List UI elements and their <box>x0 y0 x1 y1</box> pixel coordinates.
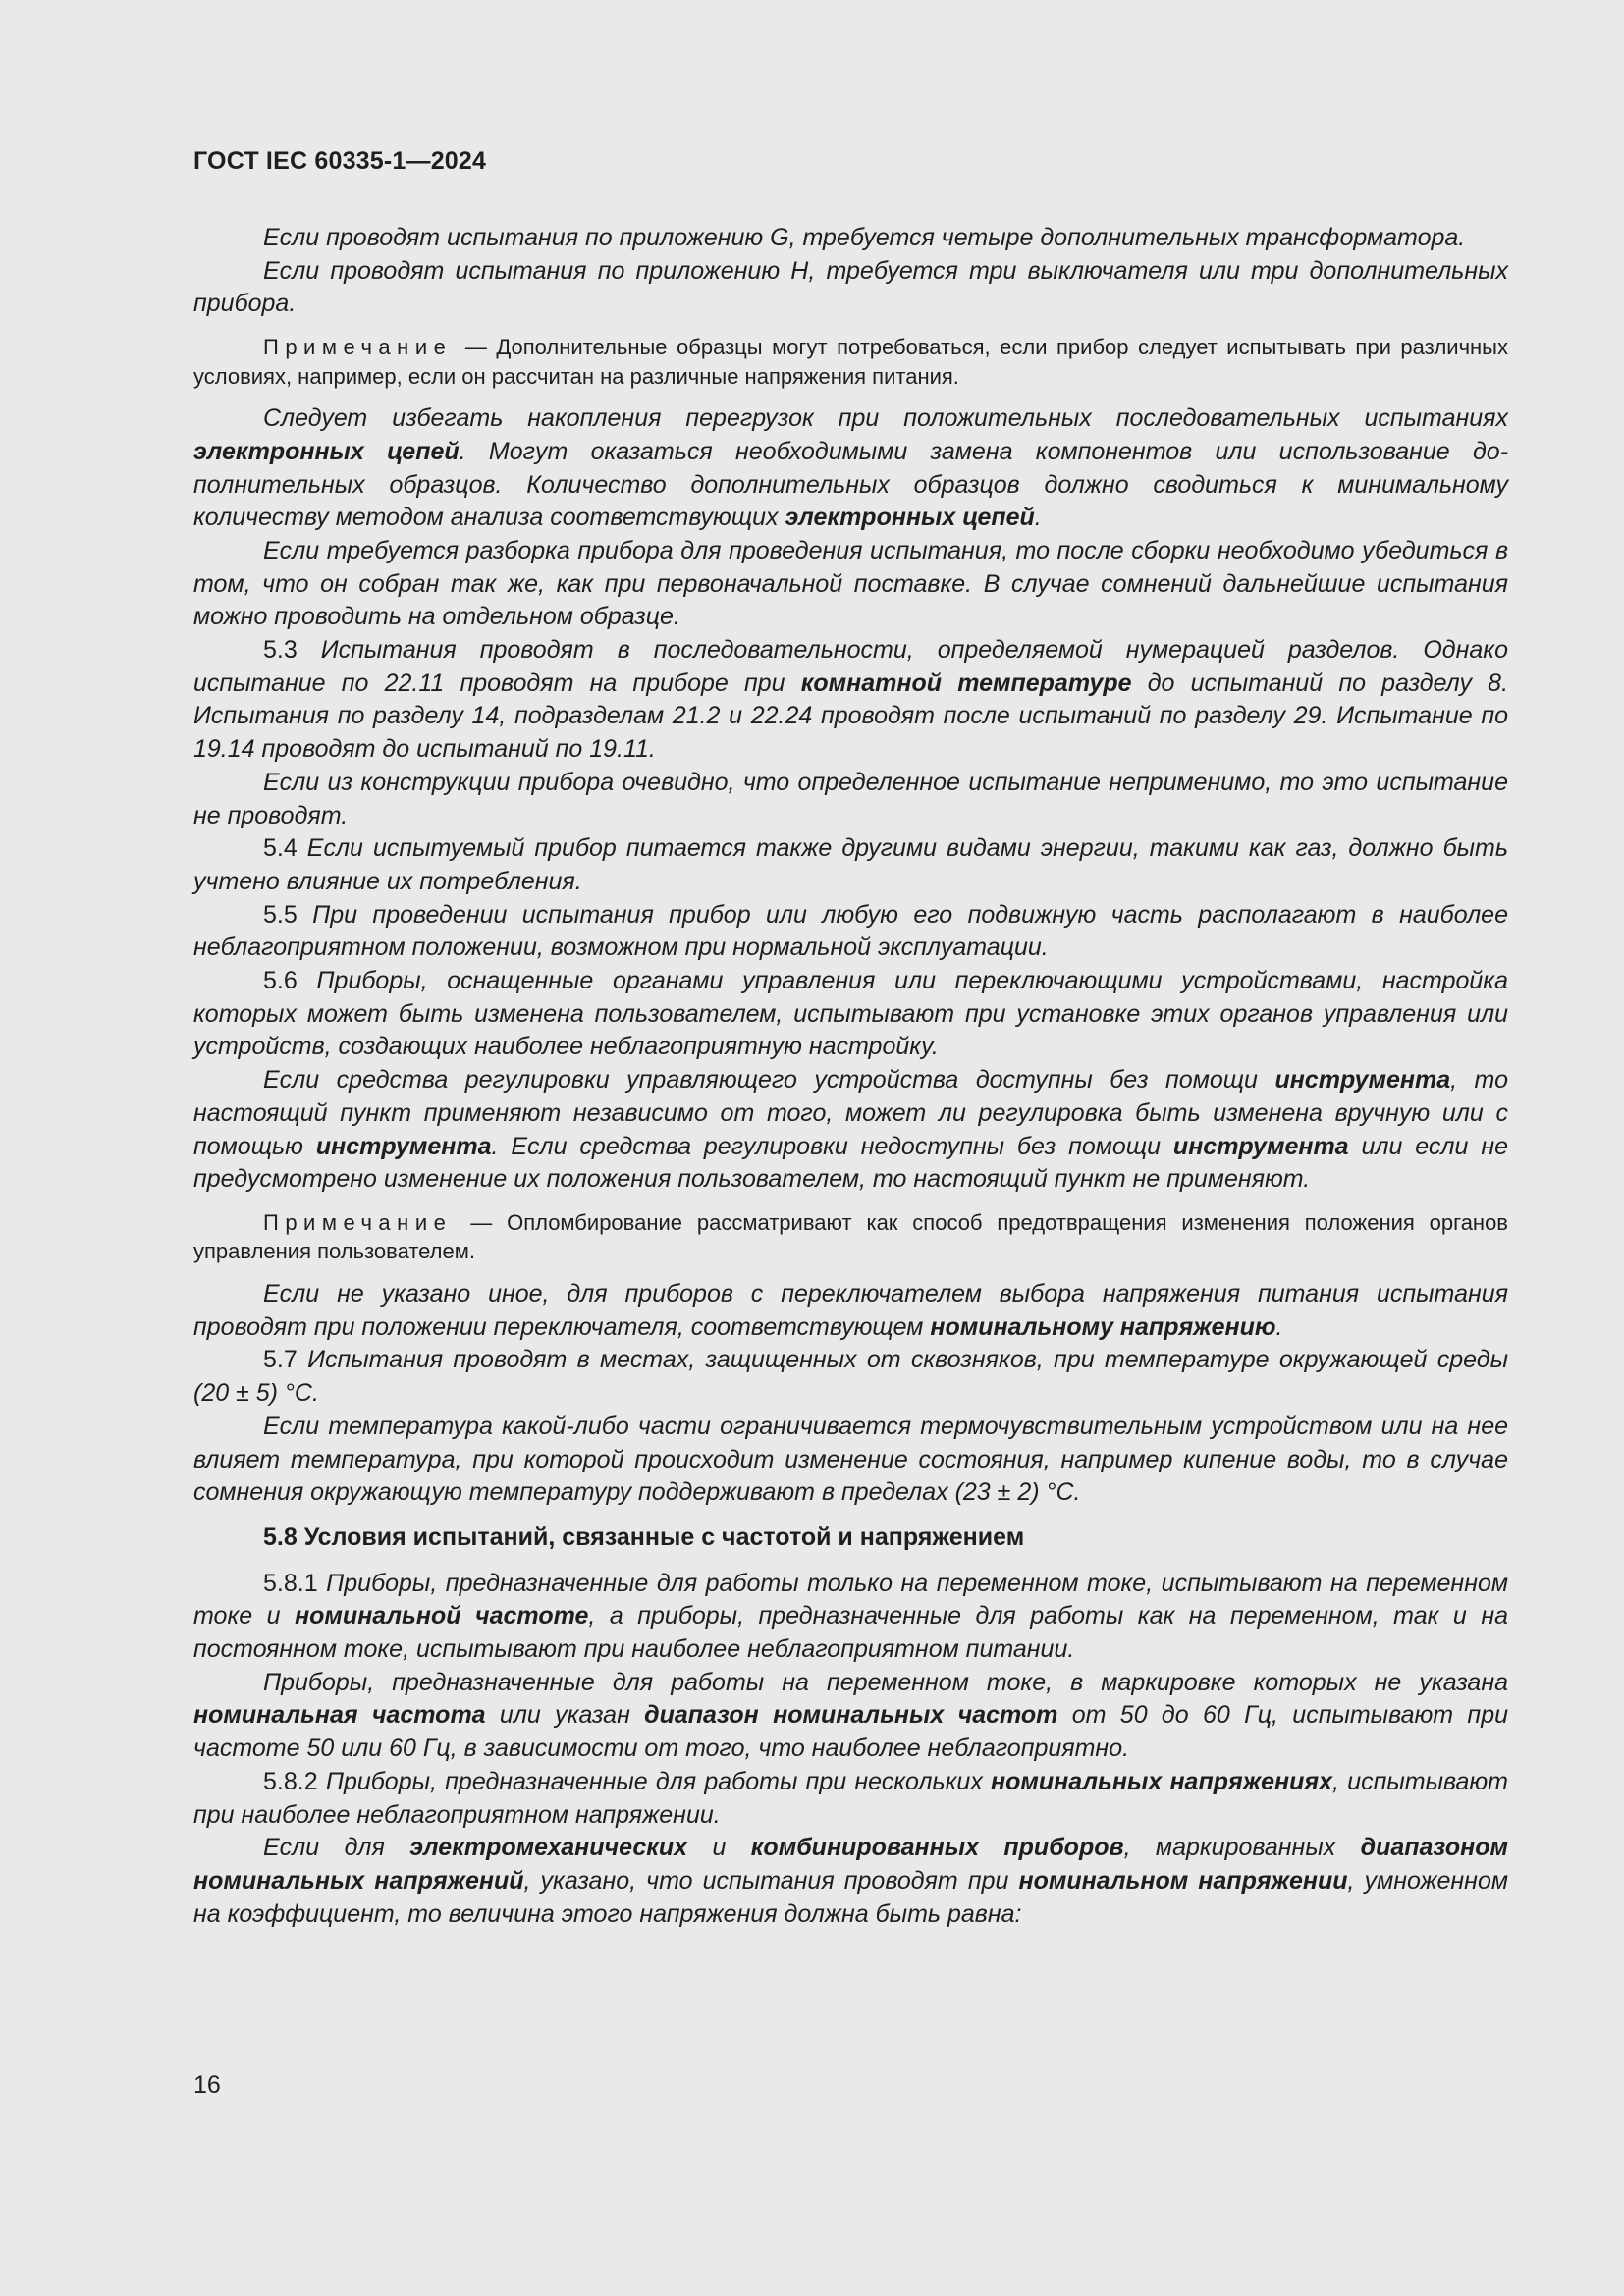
clause-number: 5.5 <box>263 900 298 929</box>
note <box>193 1208 1508 1266</box>
defined-term: комбинированных приборов <box>750 1834 1124 1862</box>
text-run: Приборы, предназначенные для работы только на переменном токе, испытывают на переменном токе и <box>193 1569 1508 1630</box>
text-run: Следует избегать накопления перегрузок при положительных последовательных испытаниях <box>263 404 1508 433</box>
defined-term: диапазон номинальных частот <box>644 1701 1058 1730</box>
text-run: . Могут оказаться необходимыми замена компонентов или использование дополнительных образцов. Количество дополнительных образцов должно сводиться к минимальному количеству методом анализа соответствующих <box>193 437 1509 532</box>
defined-term: номинальная частота <box>193 1701 486 1730</box>
paragraph <box>193 402 1508 535</box>
text-run: , маркированных <box>1123 1834 1361 1862</box>
text-run: — Дополнительные образцы могут потребоваться, если прибор следует испытывать при различных условиях, например, если он рассчитан на различные напряжения питания. <box>193 335 1508 389</box>
note-label: Примечание <box>263 1209 453 1235</box>
text-run: . Если средства регулировки недоступны без помощи <box>491 1132 1173 1160</box>
text-run: Испытания проводят в местах, защищенных от сквозняков, при температуре окружающей среды (20 ± 5) °С. <box>193 1346 1508 1408</box>
clause-5-5 <box>193 899 1508 965</box>
paragraph <box>193 1411 1508 1510</box>
text-run: и <box>687 1834 751 1862</box>
text-run: , испытывают при наиболее неблагоприятном напряжении. <box>193 1767 1508 1829</box>
clause-number: 5.7 <box>263 1346 298 1374</box>
text-run: до испытаний по разделу 8. Испытания по разделу 14, подразделам 21.2 и 22.24 проводят после испытаний по разделу 29. Испытание по 19.14 проводят до испытаний по 19.11. <box>193 668 1509 764</box>
document-header: ГОСТ IEC 60335-1—2024 <box>193 147 487 175</box>
note <box>193 333 1508 391</box>
text-run: Приборы, предназначенные для работы на переменном токе, в маркировке которых не указана <box>263 1668 1508 1696</box>
defined-term: номинальному напряжению <box>930 1312 1276 1341</box>
paragraph <box>193 222 1508 255</box>
text-run: Если не указано иное, для приборов с переключателем выбора напряжения питания испытания проводят при положении переключателя, соответствующем <box>193 1279 1508 1341</box>
text-run: . <box>1034 504 1042 532</box>
text-run: Если температура какой-либо части ограничивается термочувствительным устройством или на нее влияет температура, при которой происходит изменение состояния, например кипение воды, то в случае сомнения окружающую температуру поддерживают в пределах (23 ± 2) °С. <box>193 1412 1508 1507</box>
text-run: Если испытуемый прибор питается также другими видами энергии, такими как газ, должно быть учтено влияние их потребления. <box>193 834 1508 895</box>
clause-number: 5.4 <box>263 834 298 863</box>
defined-term: номинальной частоте <box>295 1602 589 1630</box>
text-run: . <box>1275 1312 1283 1341</box>
note-label: Примечание <box>263 335 453 360</box>
clause-5-7 <box>193 1344 1508 1410</box>
text-run: или если не предусмотрено изменение их положения пользователем, то настоящий пункт не применяют. <box>193 1132 1508 1194</box>
clause-5-8-1 <box>193 1568 1508 1667</box>
text-run: При проведении испытания прибор или любую его подвижную часть располагают в наиболее неблагоприятном положении, возможном при нормальной эксплуатации. <box>193 900 1508 962</box>
paragraph <box>193 1064 1508 1197</box>
clause-5-4 <box>193 832 1508 898</box>
text-run: Если проводят испытания по приложению H, требуется три выключателя или три дополнительных прибора. <box>193 256 1508 318</box>
defined-term: электронных цепей <box>193 437 460 465</box>
text-run: — Опломбирование рассматривают как способ предотвращения изменения положения органов управления пользователем. <box>193 1209 1508 1264</box>
defined-term: электромеханических <box>409 1834 688 1862</box>
clause-number: 5.8.2 <box>263 1767 318 1795</box>
text-run: Если проводят испытания по приложению G, требуется четыре дополнительных трансформатора. <box>263 224 1466 251</box>
paragraph <box>193 1667 1508 1766</box>
defined-term: комнатной температуре <box>800 668 1132 697</box>
text-run: Приборы, предназначенные для работы при нескольких <box>317 1767 992 1795</box>
text-run: , а приборы, предназначенные для работы как на переменном, так и на постоянном токе, испытывают при наиболее неблагоприятном питании. <box>193 1602 1508 1664</box>
paragraph <box>193 1278 1508 1344</box>
defined-term: номинальном напряжении <box>1018 1866 1348 1895</box>
paragraph <box>193 767 1508 832</box>
text-run: , то настоящий пункт применяют независимо от того, может ли регулировка быть изменена вручную или с помощью <box>193 1066 1509 1160</box>
section-heading <box>193 1522 1508 1555</box>
clause-5-3 <box>193 634 1508 767</box>
defined-term: инструмента <box>1172 1132 1349 1160</box>
clause-number: 5.3 <box>263 636 298 665</box>
clause-5-6 <box>193 965 1508 1064</box>
defined-term: диапазоном номинальных напряжений <box>193 1834 1508 1895</box>
text-run: Испытания проводят в последовательности, определяемой нумерацией разделов. Однако испытание по 22.11 проводят на приборе при <box>193 636 1508 697</box>
defined-term: инструмента <box>315 1132 492 1160</box>
text-run: , умноженном на коэффициент, то величина этого напряжения должна быть равна: <box>193 1866 1508 1928</box>
heading-text: 5.8 Условия испытаний, связанные с частотой и напряжением <box>263 1522 1025 1551</box>
text-run: Если средства регулировки управляющего устройства доступны без помощи <box>263 1066 1275 1095</box>
text-run: или указан <box>485 1701 645 1730</box>
text-run: Если требуется разборка прибора для проведения испытания, то после сборки необходимо убедиться в том, что он собран так же, как при первоначальной поставке. В случае сомнений дальнейшие испытания можно проводить на отдельном образце. <box>193 536 1508 631</box>
clause-number: 5.6 <box>263 967 298 995</box>
text-run: Если для <box>263 1834 410 1862</box>
paragraph <box>193 535 1508 634</box>
text-run: Если из конструкции прибора очевидно, что определенное испытание неприменимо, то это испытание не проводят. <box>193 768 1508 829</box>
defined-term: номинальных напряжениях <box>991 1767 1333 1795</box>
document-body <box>193 222 1508 1931</box>
text-run: Приборы, оснащенные органами управления или переключающими устройствами, настройка которых может быть изменена пользователем, испытывают при установке этих органов управления или устройств, создающих наиболее неблагоприятную настройку. <box>193 967 1508 1061</box>
page-number: 16 <box>193 2071 221 2099</box>
text-run: от 50 до 60 Гц, испытывают при частоте 50 или 60 Гц, в зависимости от того, что наиболее неблагоприятно. <box>193 1701 1508 1763</box>
paragraph <box>193 255 1508 321</box>
defined-term: электронных цепей <box>785 504 1035 532</box>
clause-5-8-2 <box>193 1766 1508 1832</box>
paragraph <box>193 1832 1508 1931</box>
defined-term: инструмента <box>1274 1066 1451 1095</box>
text-run: , указано, что испытания проводят при <box>523 1866 1019 1895</box>
clause-number: 5.8.1 <box>263 1569 318 1597</box>
